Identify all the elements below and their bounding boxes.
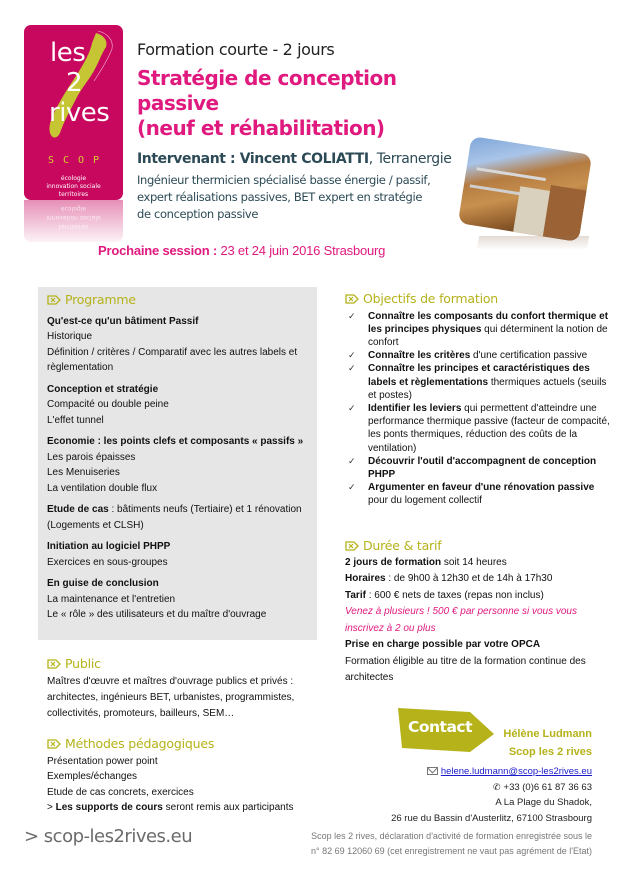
programme-section [47, 292, 313, 623]
programme-item: Les Menuiseries [47, 467, 120, 478]
contact-tag [398, 708, 494, 752]
objectives-heading: Objectifs de formation [363, 291, 499, 306]
photo-reflection [477, 236, 589, 250]
group-discount: Venez à plusieurs ! 500 € par personne si vous vous inscrivez à 2 ou plus [345, 606, 577, 634]
programme-group-title: Qu'est-ce qu'un bâtiment Passif [47, 315, 199, 327]
audience-section [47, 656, 317, 722]
programme-group-detail: : bâtiments neufs (Tertiaire) et 1 rénovation (Logements et CLSH) [47, 504, 302, 531]
duration-heading: Durée & tarif [363, 538, 442, 553]
arrow-box-icon [345, 541, 359, 551]
logo-tagline: écologie [60, 175, 87, 182]
programme-item: Compacité ou double peine [47, 399, 169, 410]
checkmark-icon: ✓ [348, 363, 356, 374]
duration-line [345, 555, 615, 572]
logo-scop: SCOP [47, 155, 109, 166]
email-line [391, 764, 592, 780]
logo-les-2-rives [24, 25, 123, 200]
objective-rest: pour du logement collectif [368, 495, 482, 507]
supports-bold: Les supports de cours [55, 802, 163, 813]
audience-text: Maîtres d'œuvre et maîtres d'ouvrage publics et privés : architectes, ingénieurs BET, urbanistes, programmistes, collectivités, promoteurs, bailleurs, SEM… [47, 675, 295, 719]
logo-tagline-reflection: innovation sociale [46, 214, 101, 221]
method-item: Etude de cas concrets, exercices [47, 786, 194, 798]
programme-group [47, 539, 313, 570]
arrow-box-icon [47, 659, 61, 669]
objective-item [345, 349, 615, 362]
logo-word-rives: rives [49, 98, 110, 128]
programme-item: La ventilation double flux [47, 482, 158, 494]
programme-item: Les parois épaisses [47, 451, 136, 463]
programme-item: L'effet tunnel [47, 414, 104, 426]
objective-bold: Identifier les leviers [368, 402, 462, 414]
programme-group-case-study [47, 502, 313, 533]
section-heading [345, 538, 615, 554]
photo-balcony [476, 167, 546, 181]
logo-reflection [24, 200, 123, 242]
mail-icon [427, 767, 438, 775]
page-title [137, 66, 447, 141]
objective-rest: thermiques actuels (seuils et postes) [368, 376, 607, 401]
programme-group [47, 502, 313, 533]
objective-rest: qui déterminent la notion de confort [368, 323, 608, 348]
programme-group-title: En guise de conclusion [47, 578, 159, 589]
duration-value: soit 14 heures [441, 556, 507, 568]
address-line-1: A La Plage du Shadok, [495, 797, 592, 808]
price-label: Tarif [345, 589, 366, 601]
objectives-section [345, 291, 615, 508]
methods-heading: Méthodes pédagogiques [65, 736, 215, 751]
audience-heading: Public [65, 656, 101, 671]
objective-bold: Connaître les composants du confort thermique et les principes physiques [368, 310, 609, 335]
programme-heading: Programme [65, 292, 136, 307]
objective-bold: Connaître les principes et caractéristiques des labels et règlementations [368, 363, 590, 388]
section-heading [47, 656, 317, 672]
programme-group [47, 434, 313, 496]
programme-group-title: Initiation au logiciel PHPP [47, 541, 171, 552]
programme-group [47, 314, 313, 376]
checkmark-icon: ✓ [348, 402, 356, 413]
method-item: Présentation power point [47, 755, 158, 767]
session-value: 23 et 24 juin 2016 Strasbourg [217, 243, 386, 258]
course-type: Formation courte - 2 jours [137, 40, 335, 59]
speaker-bio: Ingénieur thermicien spécialisé basse énergie / passif, expert réalisations passives, BET expert en stratégie de conception passive [137, 173, 431, 221]
duration-price-section [345, 538, 615, 687]
programme-item: Définition / critères / Comparatif avec les autres labels et règlementation [47, 346, 298, 373]
logo-tagline-reflection: territoires [58, 223, 89, 230]
eligibility: Formation éligible au titre de la formation continue des architectes [345, 655, 586, 683]
phone-icon: ✆ [492, 781, 501, 792]
title-line-2: (neuf et réhabilitation) [137, 116, 385, 140]
programme-item: Le « rôle » des utilisateurs et du maître d'ouvrage [47, 609, 267, 620]
phone-line [391, 780, 592, 796]
contact-person [503, 725, 592, 761]
programme-group [47, 382, 313, 429]
objective-rest: qui permettent d'atteindre une performance thermique passive (facteur de compacité, les ponts thermiques, réduction des coûts de la ventilation) [368, 402, 610, 454]
schedule-label: Horaires [345, 573, 386, 584]
speaker-company: , Terranergie [368, 151, 452, 167]
objective-item [345, 455, 615, 481]
objective-item [345, 402, 615, 455]
programme-item: La maintenance et l'entretien [47, 593, 176, 605]
programme-group [47, 576, 313, 623]
photo-balcony [470, 184, 526, 196]
logo-taglines [24, 175, 123, 199]
legal-line-1: Scop les 2 rives, déclaration d'activité de formation enregistrée sous le [311, 831, 592, 841]
logo-tagline-reflection: écologie [60, 205, 87, 212]
opca-funding: Prise en charge possible par votre OPCA [345, 639, 541, 650]
price-line [345, 588, 615, 605]
address-line-2: 26 rue du Bassin d'Austerlitz, 67100 Strasbourg [391, 812, 592, 824]
arrow-box-icon [47, 295, 61, 305]
building-photo [458, 136, 592, 242]
supports-prefix: > [47, 802, 56, 813]
arrow-box-icon [345, 294, 359, 304]
programme-item: Historique [47, 331, 93, 342]
price-value: : 600 € nets de taxes (repas non inclus) [365, 589, 544, 601]
checkmark-icon: ✓ [348, 482, 356, 493]
session-label: Prochaine session : [98, 243, 218, 258]
methods-section [47, 736, 327, 816]
checkmark-icon: ✓ [348, 350, 356, 361]
objectives-list [345, 310, 615, 508]
contact-label: Contact [408, 718, 473, 736]
logo-word-2: 2 [66, 68, 83, 98]
email-link[interactable]: helene.ludmann@scop-les2rives.eu [440, 766, 592, 777]
objective-item [345, 481, 615, 507]
contact-name: Hélène Ludmann [503, 728, 592, 740]
supports-rest: seront remis aux participants [162, 802, 294, 813]
arrow-box-icon [47, 739, 61, 749]
objective-item [345, 362, 615, 402]
method-item: Exemples/échanges [47, 771, 138, 782]
legal-notice [232, 829, 592, 859]
objective-bold: Découvrir l'outil d'accompagnent de conception PHPP [368, 455, 597, 480]
section-heading [47, 292, 313, 308]
contact-org: Scop les 2 rives [508, 746, 592, 758]
phone-number: +33 (0)6 61 87 36 63 [503, 781, 592, 793]
legal-line-2: n° 82 69 12060 69 (cet enregistrement ne vaut pas agrément de l'Etat) [311, 846, 592, 856]
title-line-1: Stratégie de conception passive [137, 66, 397, 115]
supports-line [47, 800, 327, 816]
objective-bold: Argumenter en faveur d'une rénovation passive [368, 482, 595, 494]
contact-details [391, 764, 592, 826]
checkmark-icon: ✓ [348, 310, 356, 321]
logo-tagline: territoires [58, 191, 89, 198]
objective-rest: d'une certification passive [470, 350, 588, 362]
objective-bold: Connaître les critères [368, 350, 471, 362]
logo-word-les: les [50, 38, 86, 68]
programme-group-title: Conception et stratégie [47, 383, 159, 395]
next-session [98, 243, 385, 258]
speaker-name: Intervenant : Vincent COLIATTI [137, 151, 369, 167]
section-heading [345, 291, 615, 307]
checkmark-icon: ✓ [348, 455, 356, 466]
objective-item [345, 310, 615, 350]
speaker [137, 151, 451, 167]
programme-group-title: Economie : les points clefs et composants « passifs » [47, 436, 304, 447]
logo-reflection-text [24, 204, 123, 231]
logo-tagline: innovation sociale [46, 183, 101, 190]
programme-item: Exercices en sous-groupes [47, 556, 168, 568]
schedule-value: : de 9h00 à 12h30 et de 14h à 17h30 [385, 573, 553, 584]
website-link[interactable]: > scop-les2rives.eu [24, 826, 193, 847]
section-heading [47, 736, 327, 752]
schedule-line [345, 571, 615, 588]
photo-wood-cladding [542, 185, 590, 242]
programme-group-title: Etude de cas [47, 504, 109, 515]
duration-label: 2 jours de formation [345, 556, 442, 568]
